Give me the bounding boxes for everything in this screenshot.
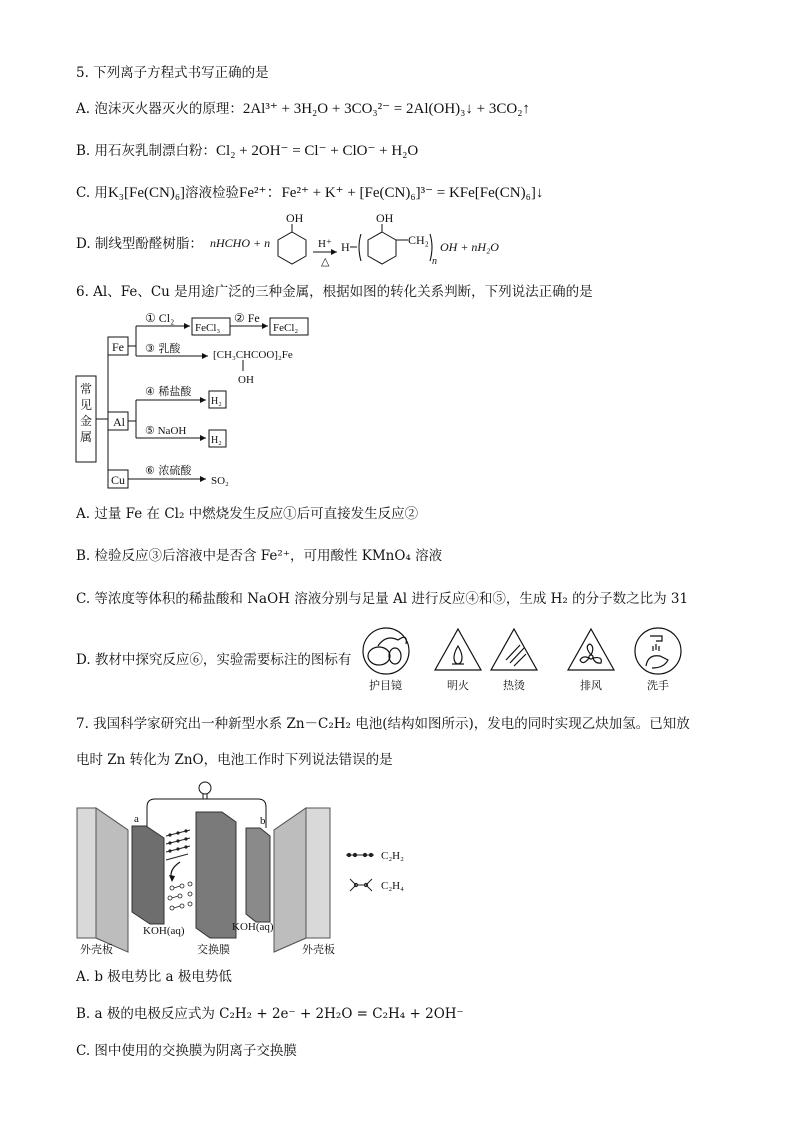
product-h: H: [341, 240, 350, 254]
product-tail: OH + nH₂O: [440, 240, 499, 254]
q5-c-label-1: C. 用: [76, 185, 108, 201]
shell-left-label: 外壳板: [80, 943, 113, 956]
q6-option-d: D. 教材中探究反应⑥，实验需要标注的图标有: [76, 652, 352, 668]
legend-c2h4-icon: [350, 879, 372, 891]
icon-label-wash: 洗手: [647, 680, 669, 692]
cond-top: H⁺: [318, 238, 332, 250]
q5-d-label: D. 制线型酚醛树脂：: [76, 236, 203, 252]
label-b: b: [260, 815, 266, 827]
r5-label: ⑤ NaOH: [145, 425, 187, 437]
q5-c-label-2: 溶液检验: [185, 185, 240, 201]
q5-a-equation: 2Al³⁺ + 3H₂O + 3CO₃²⁻ = 2Al(OH)₃↓ + 3CO₂↑: [242, 101, 530, 117]
root-char-1: 常: [80, 382, 93, 396]
lactate-label: [CH₃CHCOO]₂Fe: [213, 349, 293, 361]
q5-c-reagent: K₃[Fe(CN)₆]: [107, 185, 186, 201]
q5-stem: 5. 下列离子方程式书写正确的是: [76, 65, 269, 81]
h2-label-2: H₂: [211, 435, 222, 446]
q7-option-b: B. a 极的电极反应式为 C₂H₂ + 2e⁻ + 2H₂O = C₂H₄ + 2OH⁻: [76, 1006, 464, 1022]
cu-label: Cu: [111, 473, 126, 487]
cond-bottom: △: [321, 256, 330, 268]
membrane-label: 交换膜: [197, 943, 230, 956]
phenol-oh: OH: [286, 211, 304, 225]
h2-label-1: H₂: [211, 396, 222, 407]
fecl2-label: FeCl₂: [273, 322, 299, 334]
product-oh: OH: [376, 211, 394, 225]
legend-c2h4-label: C₂H₄: [381, 880, 404, 892]
label-a: a: [134, 813, 139, 825]
fe-label: Fe: [112, 340, 124, 354]
ethylene-molecules: [168, 882, 192, 910]
shell-right-label: 外壳板: [302, 943, 335, 956]
r6-label: ⑥ 浓硫酸: [145, 464, 192, 477]
so2-label: SO₂: [211, 475, 229, 487]
r4-label: ④ 稀盐酸: [145, 385, 192, 398]
q7-option-a: A. b 极电势比 a 极电势低: [76, 969, 232, 985]
lactate-oh: OH: [238, 374, 254, 386]
q6-option-a: A. 过量 Fe 在 Cl₂ 中燃烧发生反应①后可直接发生反应②: [76, 506, 419, 522]
q7-option-c: C. 图中使用的交换膜为阴离子交换膜: [76, 1043, 297, 1059]
exchange-membrane: [196, 812, 236, 938]
product-n: n: [432, 256, 437, 267]
q6-option-c: C. 等浓度等体积的稀盐酸和 NaOH 溶液分别与足量 Al 进行反应④和⑤，生成 H₂ 的分子数之比为 31: [76, 591, 689, 607]
q5-d-reactant: nHCHO + n: [210, 236, 271, 250]
fecl3-label: FeCl₃: [195, 322, 221, 334]
icon-label-vent: 排风: [580, 680, 602, 692]
koh-left: KOH(aq): [143, 925, 185, 937]
r1-label: ① Cl₂: [145, 311, 175, 325]
q5-b-equation: Cl₂ + 2OH⁻ = Cl⁻ + ClO⁻ + H₂O: [216, 143, 419, 159]
electrode-b: [246, 828, 270, 922]
legend-c2h2-icon: [346, 853, 374, 856]
root-char-4: 属: [80, 430, 93, 444]
q7-stem-1: 7. 我国科学家研究出一种新型水系 Zn－C₂H₂ 电池(结构如图所示)，发电的同时实现乙炔加氢。已知放: [76, 716, 690, 732]
icon-label-hot: 热烫: [503, 680, 525, 692]
legend-c2h2-label: C₂H₂: [381, 850, 404, 862]
root-char-2: 见: [80, 398, 93, 412]
q5-c-equation: Fe²⁺ + K⁺ + [Fe(CN)₆]³⁻ = KFe[Fe(CN)₆]↓: [281, 185, 544, 201]
q5-b-label: B. 用石灰乳制漂白粉：: [76, 143, 217, 159]
bulb-icon: [199, 782, 211, 794]
koh-right: KOH(aq): [232, 921, 274, 933]
electrode-a: [132, 826, 164, 924]
q5-c-ion: Fe²⁺：: [239, 185, 282, 201]
q6-option-b: B. 检验反应③后溶液中是否含 Fe²⁺，可用酸性 KMnO₄ 溶液: [76, 548, 443, 564]
al-label: Al: [113, 415, 125, 429]
icon-label-goggles: 护目镜: [369, 680, 402, 692]
q5-a-label: A. 泡沫灭火器灭火的原理：: [76, 101, 243, 117]
r3-label: ③ 乳酸: [145, 342, 181, 355]
product-ch2: CH₂: [408, 233, 429, 247]
icon-label-flame: 明火: [447, 680, 469, 692]
q6-stem: 6. Al、Fe、Cu 是用途广泛的三种金属，根据如图的转化关系判断，下列说法正确的是: [76, 284, 593, 300]
r2-label: ② Fe: [234, 311, 260, 325]
root-char-3: 金: [80, 414, 93, 428]
q7-stem-2: 电时 Zn 转化为 ZnO，电池工作时下列说法错误的是: [76, 752, 393, 768]
